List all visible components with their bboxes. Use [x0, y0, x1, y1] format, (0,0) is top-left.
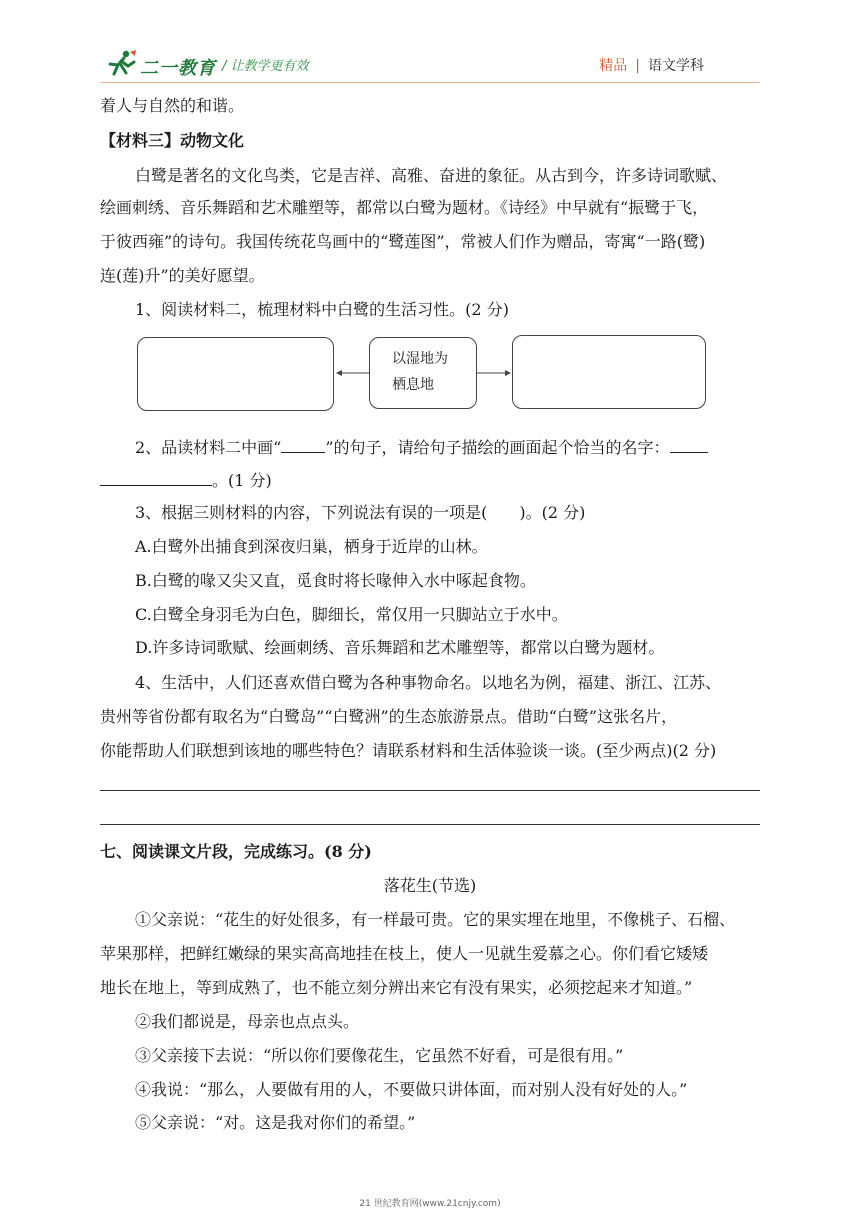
answer-line[interactable] [100, 790, 760, 791]
question-2-part-3: 。(1 分) [212, 471, 272, 490]
text-line: 地长在地上，等到成熟了，也不能立刻分辨出来它有没有果实，必须挖起来才知道。” [100, 978, 693, 997]
arrow-right-icon [477, 367, 513, 379]
answer-box-left[interactable] [137, 337, 334, 411]
question-2-cont [100, 469, 272, 491]
text-line: 连(莲)升”的美好愿望。 [100, 266, 265, 285]
option-a: A.白鹭外出捕食到深夜归巢，栖身于近岸的山林。 [135, 537, 488, 556]
page-header [0, 0, 860, 90]
question-1: 1、阅读材料二，梳理材料中白鹭的生活习性。(2 分) [135, 300, 509, 319]
question-2-part-1: 2、品读材料二中画“ [135, 438, 282, 457]
text-line: 你能帮助人们联想到该地的哪些特色？请联系材料和生活体验谈一谈。(至少两点)(2 分) [100, 741, 717, 760]
question-3: 3、根据三则材料的内容，下列说法有误的一项是( )。(2 分) [135, 503, 586, 522]
text-line: 于彼西雍”的诗句。我国传统花鸟画中的“鹭莲图”，常被人们作为赠品，寄寓“一路(鹭) [100, 232, 706, 251]
header-divider [100, 82, 760, 83]
logo-text: 二一教育 [140, 58, 216, 79]
section-7-heading: 七、阅读课文片段，完成练习。(8 分) [100, 842, 372, 861]
text-line: 着人与自然的和谐。 [100, 96, 245, 115]
premium-badge: 精品 [599, 58, 628, 74]
center-box-line-1: 以湿地为 [392, 351, 448, 367]
paragraph-3: ③父亲接下去说：“所以你们要像花生，它虽然不好看，可是很有用。” [135, 1046, 624, 1065]
answer-line[interactable] [100, 824, 760, 825]
paragraph-2: ②我们都说是，母亲也点点头。 [135, 1012, 360, 1031]
paragraph-1: ①父亲说：“花生的好处很多，有一样最可贵。它的果实埋在地里，不像桃子、石榴、 [135, 910, 736, 929]
slogan: / 让教学更有效 [222, 59, 309, 74]
question-4: 4、生活中，人们还喜欢借白鹭为各种事物命名。以地名为例，福建、浙江、江苏、 [135, 673, 722, 692]
subject-label: 语文学科 [648, 58, 704, 74]
header-separator: | [635, 58, 640, 74]
paragraph-4: ④我说：“那么，人要做有用的人，不要做只讲体面，而对别人没有好处的人。” [135, 1080, 688, 1099]
material-three-heading: 【材料三】动物文化 [100, 131, 245, 150]
paragraph-5: ⑤父亲说：“对。这是我对你们的希望。” [135, 1113, 416, 1132]
page-footer: 21 世纪教育网(www.21cnjy.com) [359, 1199, 501, 1209]
running-figure-icon [104, 50, 138, 76]
center-box-line-2: 栖息地 [392, 377, 434, 393]
option-d: D.许多诗词歌赋、绘画刺绣、音乐舞蹈和艺术雕塑等，都常以白鹭为题材。 [135, 638, 665, 657]
answer-box-right[interactable] [512, 335, 706, 409]
arrow-left-icon [334, 367, 370, 379]
header-right [599, 55, 704, 75]
text-line: 苹果那样，把鲜红嫩绿的果实高高地挂在枝上，使人一见就生爱慕之心。你们看它矮矮 [100, 944, 709, 963]
option-b: B.白鹭的喙又尖又直，觅食时将长喙伸入水中啄起食物。 [135, 571, 536, 590]
habit-center-box [369, 337, 477, 409]
answer-blank[interactable] [100, 469, 212, 486]
option-c: C.白鹭全身羽毛为白色，脚细长，常仅用一只脚站立于水中。 [135, 605, 568, 624]
text-line: 贵州等省份都有取名为“白鹭岛”“白鹭洲”的生态旅游景点。借助“白鹭”这张名片， [100, 707, 678, 726]
passage-title: 落花生(节选) [383, 876, 477, 895]
underline-blank [281, 436, 325, 453]
question-2 [135, 436, 708, 458]
question-2-part-2: ”的句子，请给句子描绘的画面起个恰当的名字： [325, 438, 670, 457]
answer-blank[interactable] [670, 436, 708, 453]
text-line: 绘画刺绣、音乐舞蹈和艺术雕塑等，都常以白鹭为题材。《诗经》中早就有“振鹭于飞， [100, 198, 709, 217]
text-line: 白鹭是著名的文化鸟类，它是吉祥、高雅、奋进的象征。从古到今，许多诗词歌赋、 [135, 166, 728, 185]
